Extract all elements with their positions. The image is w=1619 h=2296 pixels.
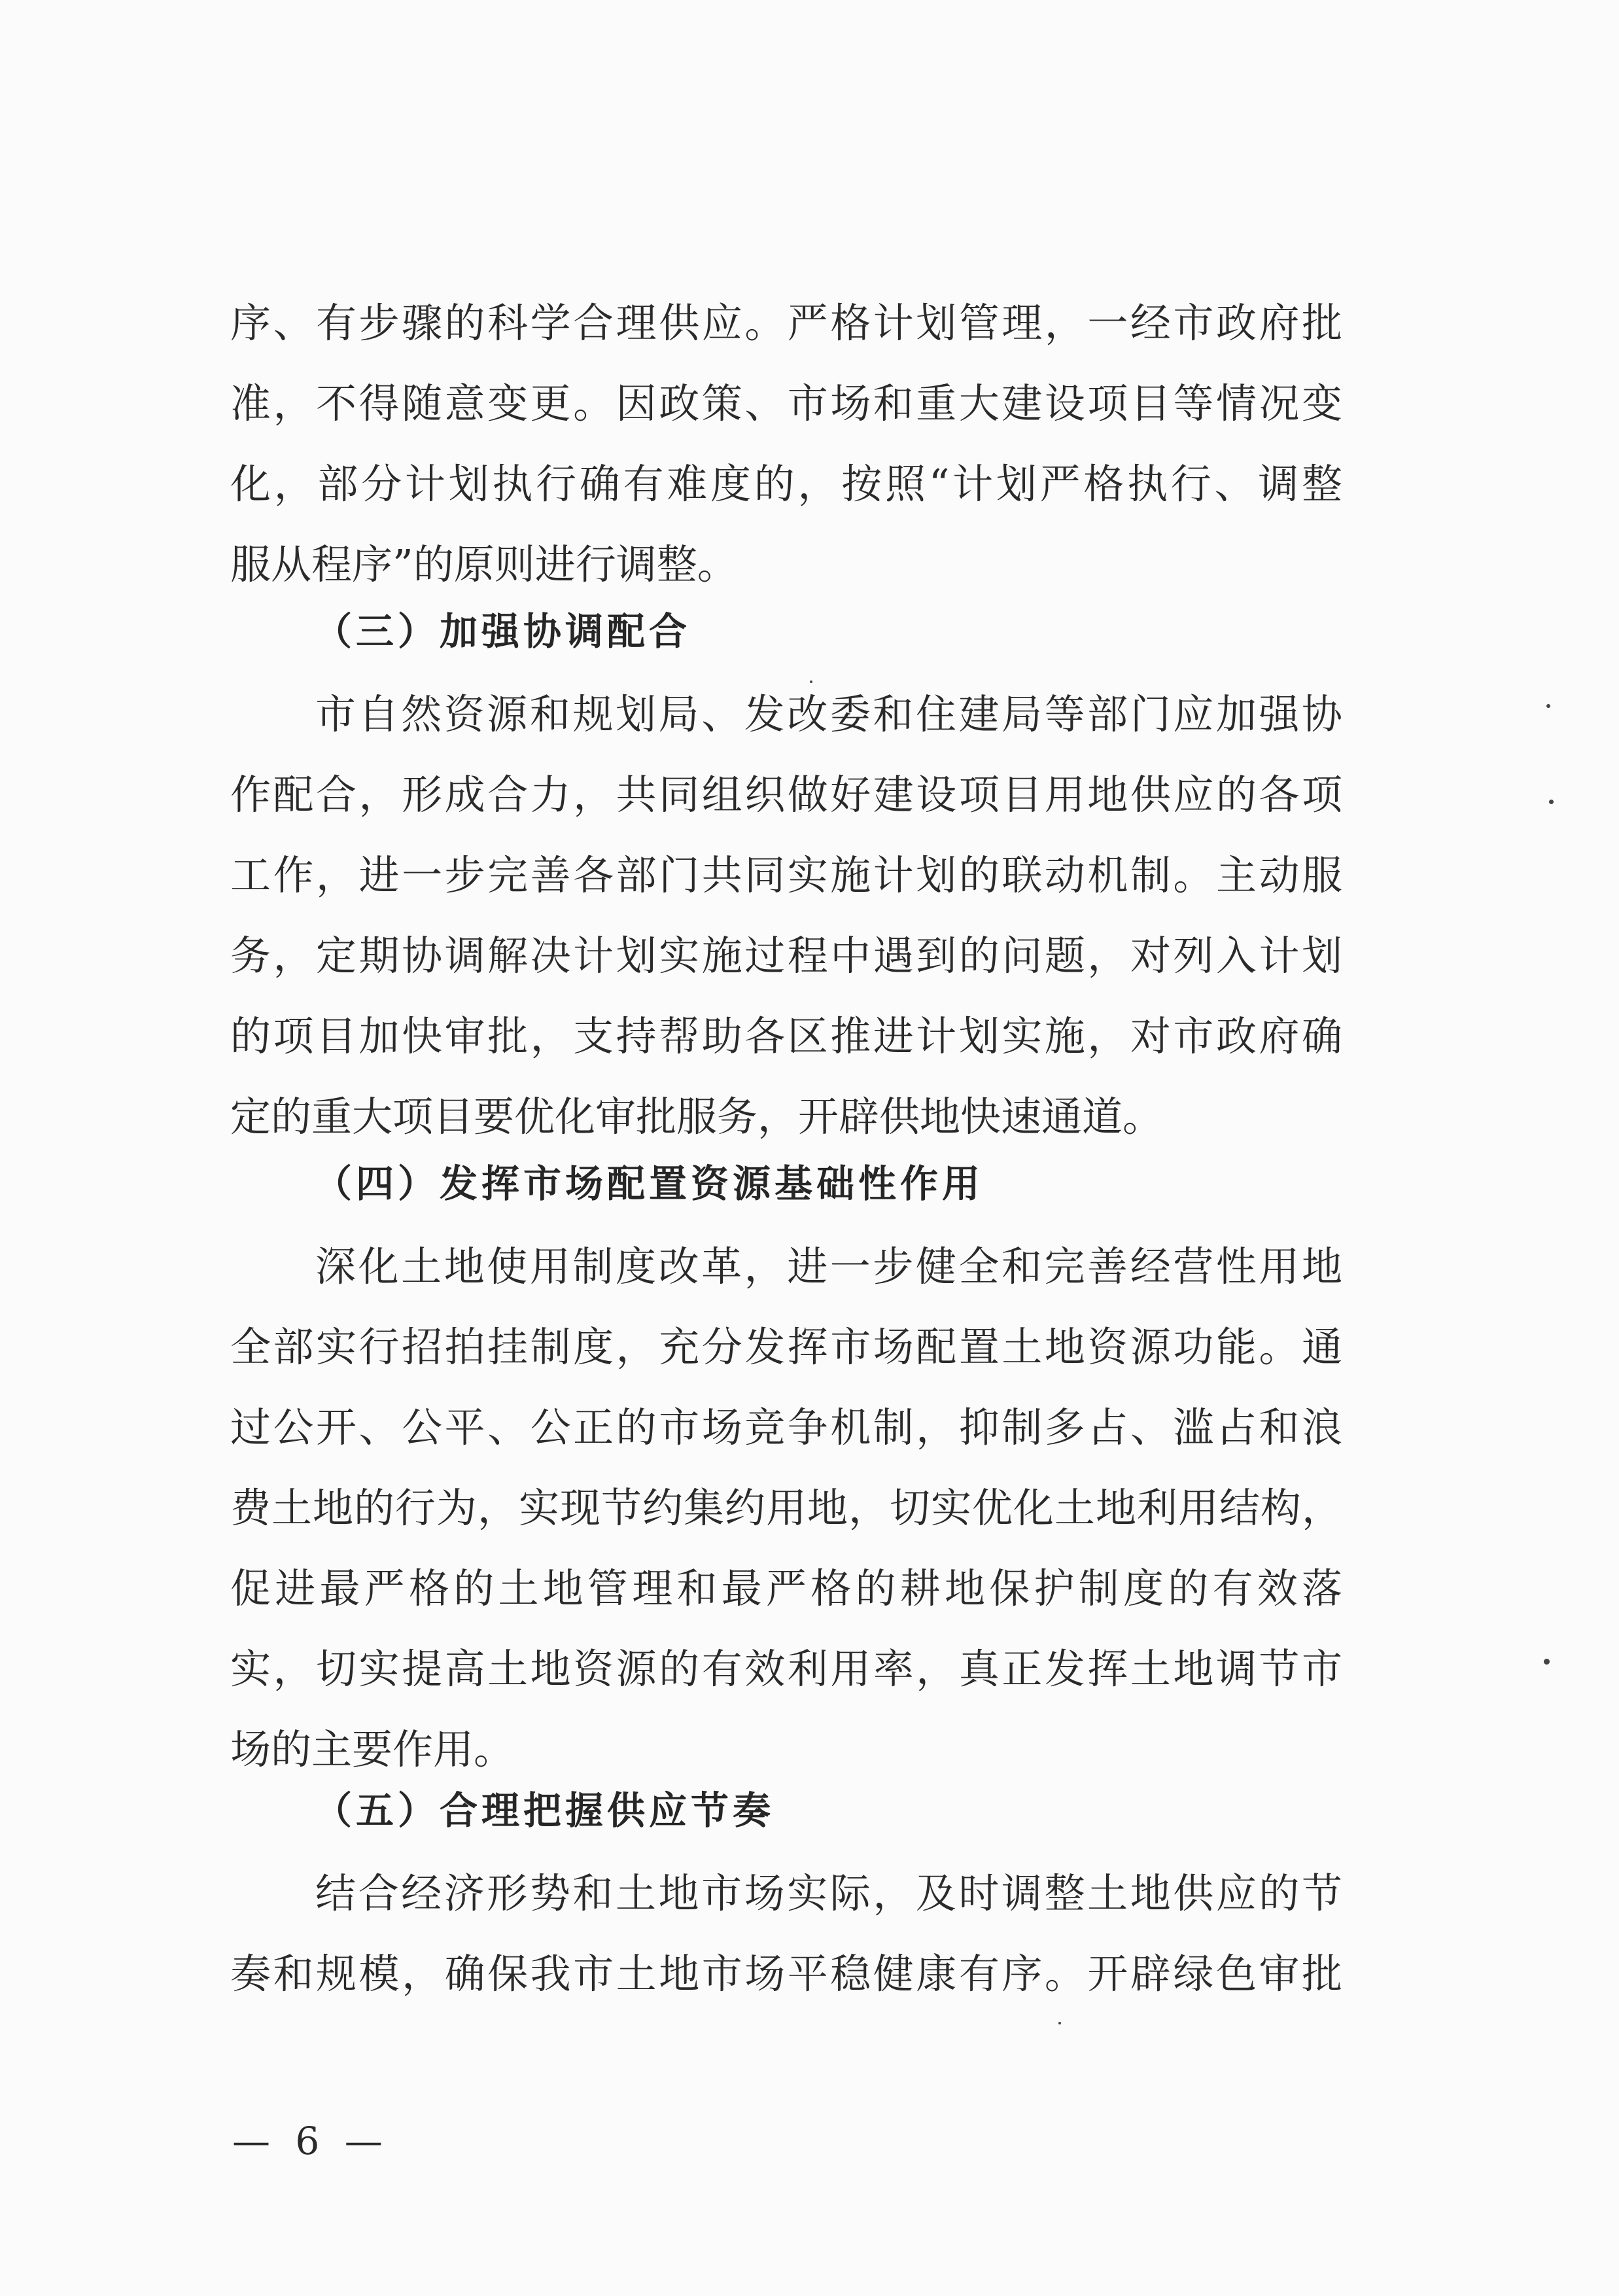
paragraph-line: 化，部分计划执行确有难度的，按照“计划严格执行、调整 xyxy=(230,460,1342,508)
paragraph-line: 的项目加快审批，支持帮助各区推进计划实施，对市政府确 xyxy=(230,1012,1342,1060)
paragraph-line: 过公开、公平、公正的市场竞争机制，抑制多占、滥占和浪 xyxy=(230,1404,1342,1451)
paragraph-line: 序、有步骤的科学合理供应。严格计划管理，一经市政府批 xyxy=(230,299,1342,347)
section-heading-3: （三）加强协调配合 xyxy=(314,609,691,654)
paragraph-line: 市自然资源和规划局、发改委和住建局等部门应加强协 xyxy=(315,690,1342,738)
paragraph-line: 准，不得随意变更。因政策、市场和重大建设项目等情况变 xyxy=(230,380,1342,427)
paragraph-line: 促进最严格的土地管理和最严格的耕地保护制度的有效落 xyxy=(230,1564,1342,1612)
scan-speck xyxy=(810,680,812,683)
paragraph-line: 作配合，形成合力，共同组织做好建设项目用地供应的各项 xyxy=(230,771,1342,819)
paragraph-line: 全部实行招拍挂制度，充分发挥市场配置土地资源功能。通 xyxy=(230,1323,1342,1371)
paragraph-4 xyxy=(230,1853,1342,2014)
paragraph-line: 结合经济形势和土地市场实际，及时调整土地供应的节 xyxy=(315,1869,1342,1917)
paragraph-line: 定的重大项目要优化审批服务，开辟供地快速通道。 xyxy=(230,1093,1164,1140)
paragraph-line: 工作，进一步完善各部门共同实施计划的联动机制。主动服 xyxy=(230,851,1342,899)
section-heading-4: （四）发挥市场配置资源基础性作用 xyxy=(314,1161,984,1206)
paragraph-line: 奏和规模，确保我市土地市场平稳健康有序。开辟绿色审批 xyxy=(230,1950,1342,1998)
paragraph-line: 实，切实提高土地资源的有效利用率，真正发挥土地调节市 xyxy=(230,1645,1342,1693)
paragraph-line: 深化土地使用制度改革，进一步健全和完善经营性用地 xyxy=(315,1243,1342,1290)
scan-speck xyxy=(1546,704,1550,708)
paragraph-line: 服从程序”的原则进行调整。 xyxy=(230,540,738,588)
scan-speck xyxy=(1058,2022,1061,2024)
paragraph-line: 场的主要作用。 xyxy=(230,1725,515,1773)
page-number: — 6 — xyxy=(232,2119,389,2163)
paragraph-line: 务，定期协调解决计划实施过程中遇到的问题，对列入计划 xyxy=(230,932,1342,980)
paragraph-3 xyxy=(230,1226,1342,1790)
paragraph-2 xyxy=(230,674,1342,1157)
paragraph-1 xyxy=(230,283,1342,605)
scan-speck xyxy=(1544,1659,1550,1665)
scan-speck xyxy=(1549,800,1554,804)
paragraph-line: 费土地的行为，实现节约集约用地，切实优化土地利用结构， xyxy=(230,1484,1342,1532)
section-heading-5: （五）合理把握供应节奏 xyxy=(314,1788,775,1833)
